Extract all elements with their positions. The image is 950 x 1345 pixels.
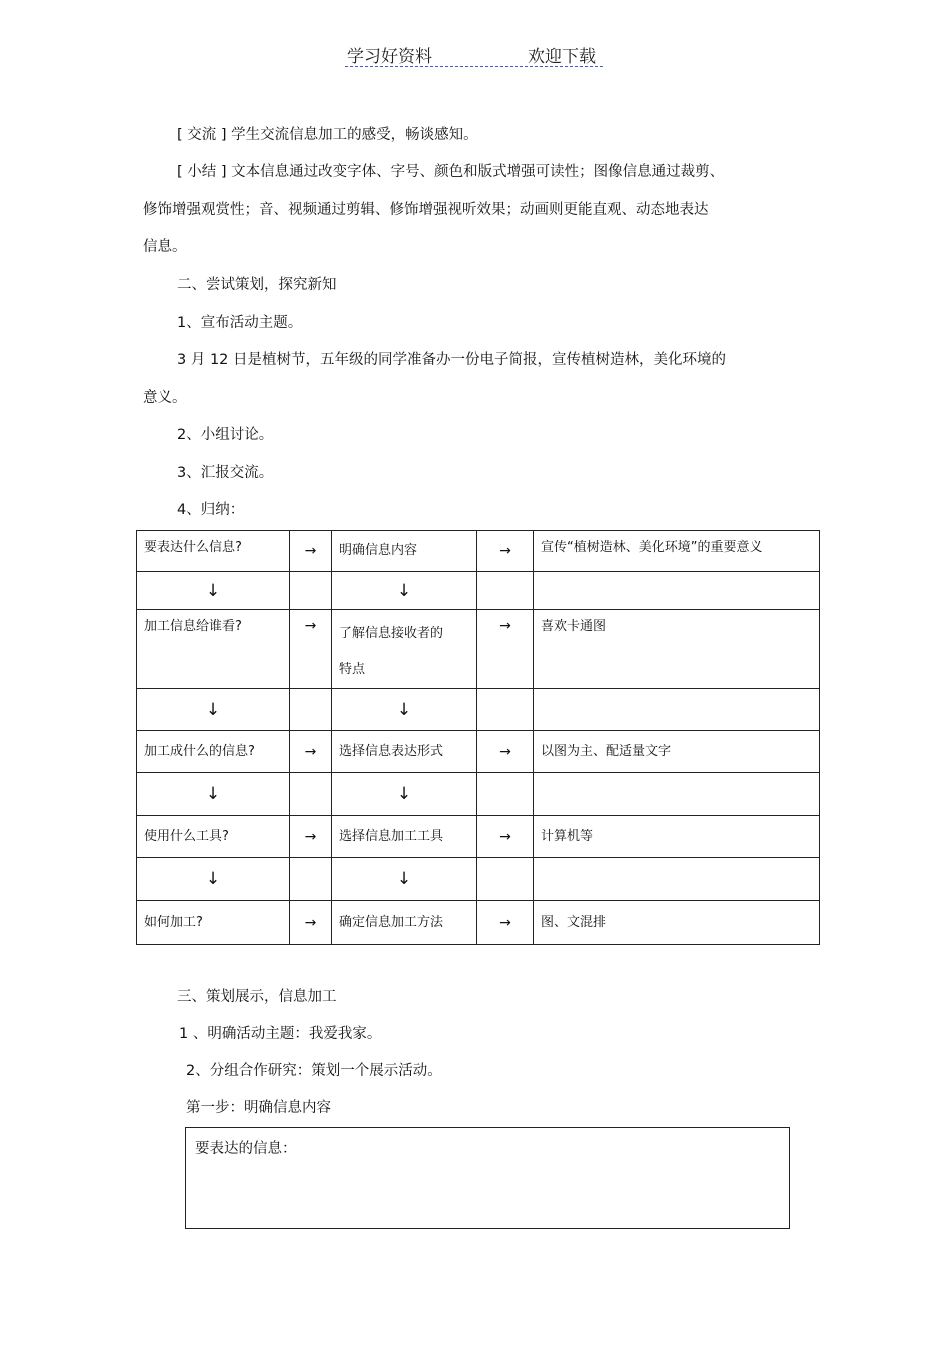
info-content-box [185, 1127, 790, 1229]
page-header [345, 42, 603, 67]
table-row [137, 773, 820, 816]
table-row [137, 858, 820, 901]
list-item-2: 2、小组讨论。 [177, 427, 274, 443]
empty-cell [477, 689, 534, 731]
section3-item-1: 1 、明确活动主题：我爱我家。 [179, 1026, 382, 1042]
down-arrow-icon: ↓ [332, 773, 477, 816]
down-arrow-icon: ↓ [332, 858, 477, 901]
down-arrow-icon: ↓ [137, 689, 290, 731]
step-cell: 了解信息接收者的特点 [332, 610, 477, 689]
question-cell: 加工成什么的信息? [137, 731, 290, 773]
empty-cell [477, 773, 534, 816]
header-right-text: 欢迎下载 [528, 47, 596, 67]
question-cell: 如何加工? [137, 901, 290, 945]
right-arrow-icon: → [290, 901, 332, 945]
step-cell: 选择信息加工工具 [332, 816, 477, 858]
right-arrow-icon: → [477, 610, 534, 689]
table-row [137, 731, 820, 773]
paragraph-arbor-day-line1: 3 月 12 日是植树节，五年级的同学准备办一份电子简报，宣传植树造林，美化环境的 [177, 352, 727, 368]
table-row [137, 901, 820, 945]
step-cell: 确定信息加工方法 [332, 901, 477, 945]
right-arrow-icon: → [290, 816, 332, 858]
right-arrow-icon: → [477, 901, 534, 945]
result-cell: 图、文混排 [534, 901, 820, 945]
empty-cell [534, 773, 820, 816]
table-row [137, 572, 820, 610]
empty-cell [290, 773, 332, 816]
paragraph-summary-line3: 信息。 [143, 239, 187, 255]
question-cell: 使用什么工具? [137, 816, 290, 858]
summary-flow-table [136, 530, 820, 945]
step-one-heading: 第一步：明确信息内容 [186, 1100, 331, 1116]
empty-cell [290, 858, 332, 901]
result-cell: 计算机等 [534, 816, 820, 858]
empty-cell [477, 572, 534, 610]
table-row [137, 610, 820, 689]
section-heading-3: 三、策划展示，信息加工 [177, 989, 337, 1005]
step-cell: 选择信息表达形式 [332, 731, 477, 773]
down-arrow-icon: ↓ [137, 572, 290, 610]
question-cell: 要表达什么信息? [137, 531, 290, 572]
right-arrow-icon: → [477, 531, 534, 572]
step-cell: 明确信息内容 [332, 531, 477, 572]
result-cell: 以图为主、配适量文字 [534, 731, 820, 773]
table-row [137, 531, 820, 572]
empty-cell [290, 689, 332, 731]
result-cell: 宣传“植树造林、美化环境”的重要意义 [534, 531, 820, 572]
list-item-1: 1、宣布活动主题。 [177, 315, 303, 331]
paragraph-summary-line1: [ 小结 ] 文本信息通过改变字体、字号、颜色和版式增强可读性；图像信息通过裁剪、 [177, 164, 725, 180]
empty-cell [477, 858, 534, 901]
down-arrow-icon: ↓ [137, 773, 290, 816]
box-label: 要表达的信息： [195, 1141, 297, 1157]
empty-cell [534, 572, 820, 610]
right-arrow-icon: → [477, 816, 534, 858]
section3-item-2: 2、分组合作研究：策划一个展示活动。 [186, 1063, 442, 1079]
paragraph-arbor-day-line2: 意义。 [143, 390, 187, 406]
right-arrow-icon: → [290, 731, 332, 773]
right-arrow-icon: → [477, 731, 534, 773]
empty-cell [534, 858, 820, 901]
down-arrow-icon: ↓ [137, 858, 290, 901]
empty-cell [290, 572, 332, 610]
question-cell: 加工信息给谁看? [137, 610, 290, 689]
table-row [137, 816, 820, 858]
header-left-text: 学习好资料 [347, 47, 432, 67]
down-arrow-icon: ↓ [332, 572, 477, 610]
list-item-4: 4、归纳： [177, 502, 245, 518]
down-arrow-icon: ↓ [332, 689, 477, 731]
right-arrow-icon: → [290, 610, 332, 689]
table-row [137, 689, 820, 731]
list-item-3: 3、汇报交流。 [177, 465, 274, 481]
result-cell: 喜欢卡通图 [534, 610, 820, 689]
right-arrow-icon: → [290, 531, 332, 572]
paragraph-exchange: [ 交流 ] 学生交流信息加工的感受，畅谈感知。 [177, 127, 478, 143]
paragraph-summary-line2: 修饰增强观赏性；音、视频通过剪辑、修饰增强视听效果；动画则更能直观、动态地表达 [143, 202, 709, 218]
empty-cell [534, 689, 820, 731]
section-heading-2: 二、尝试策划，探究新知 [177, 277, 337, 293]
